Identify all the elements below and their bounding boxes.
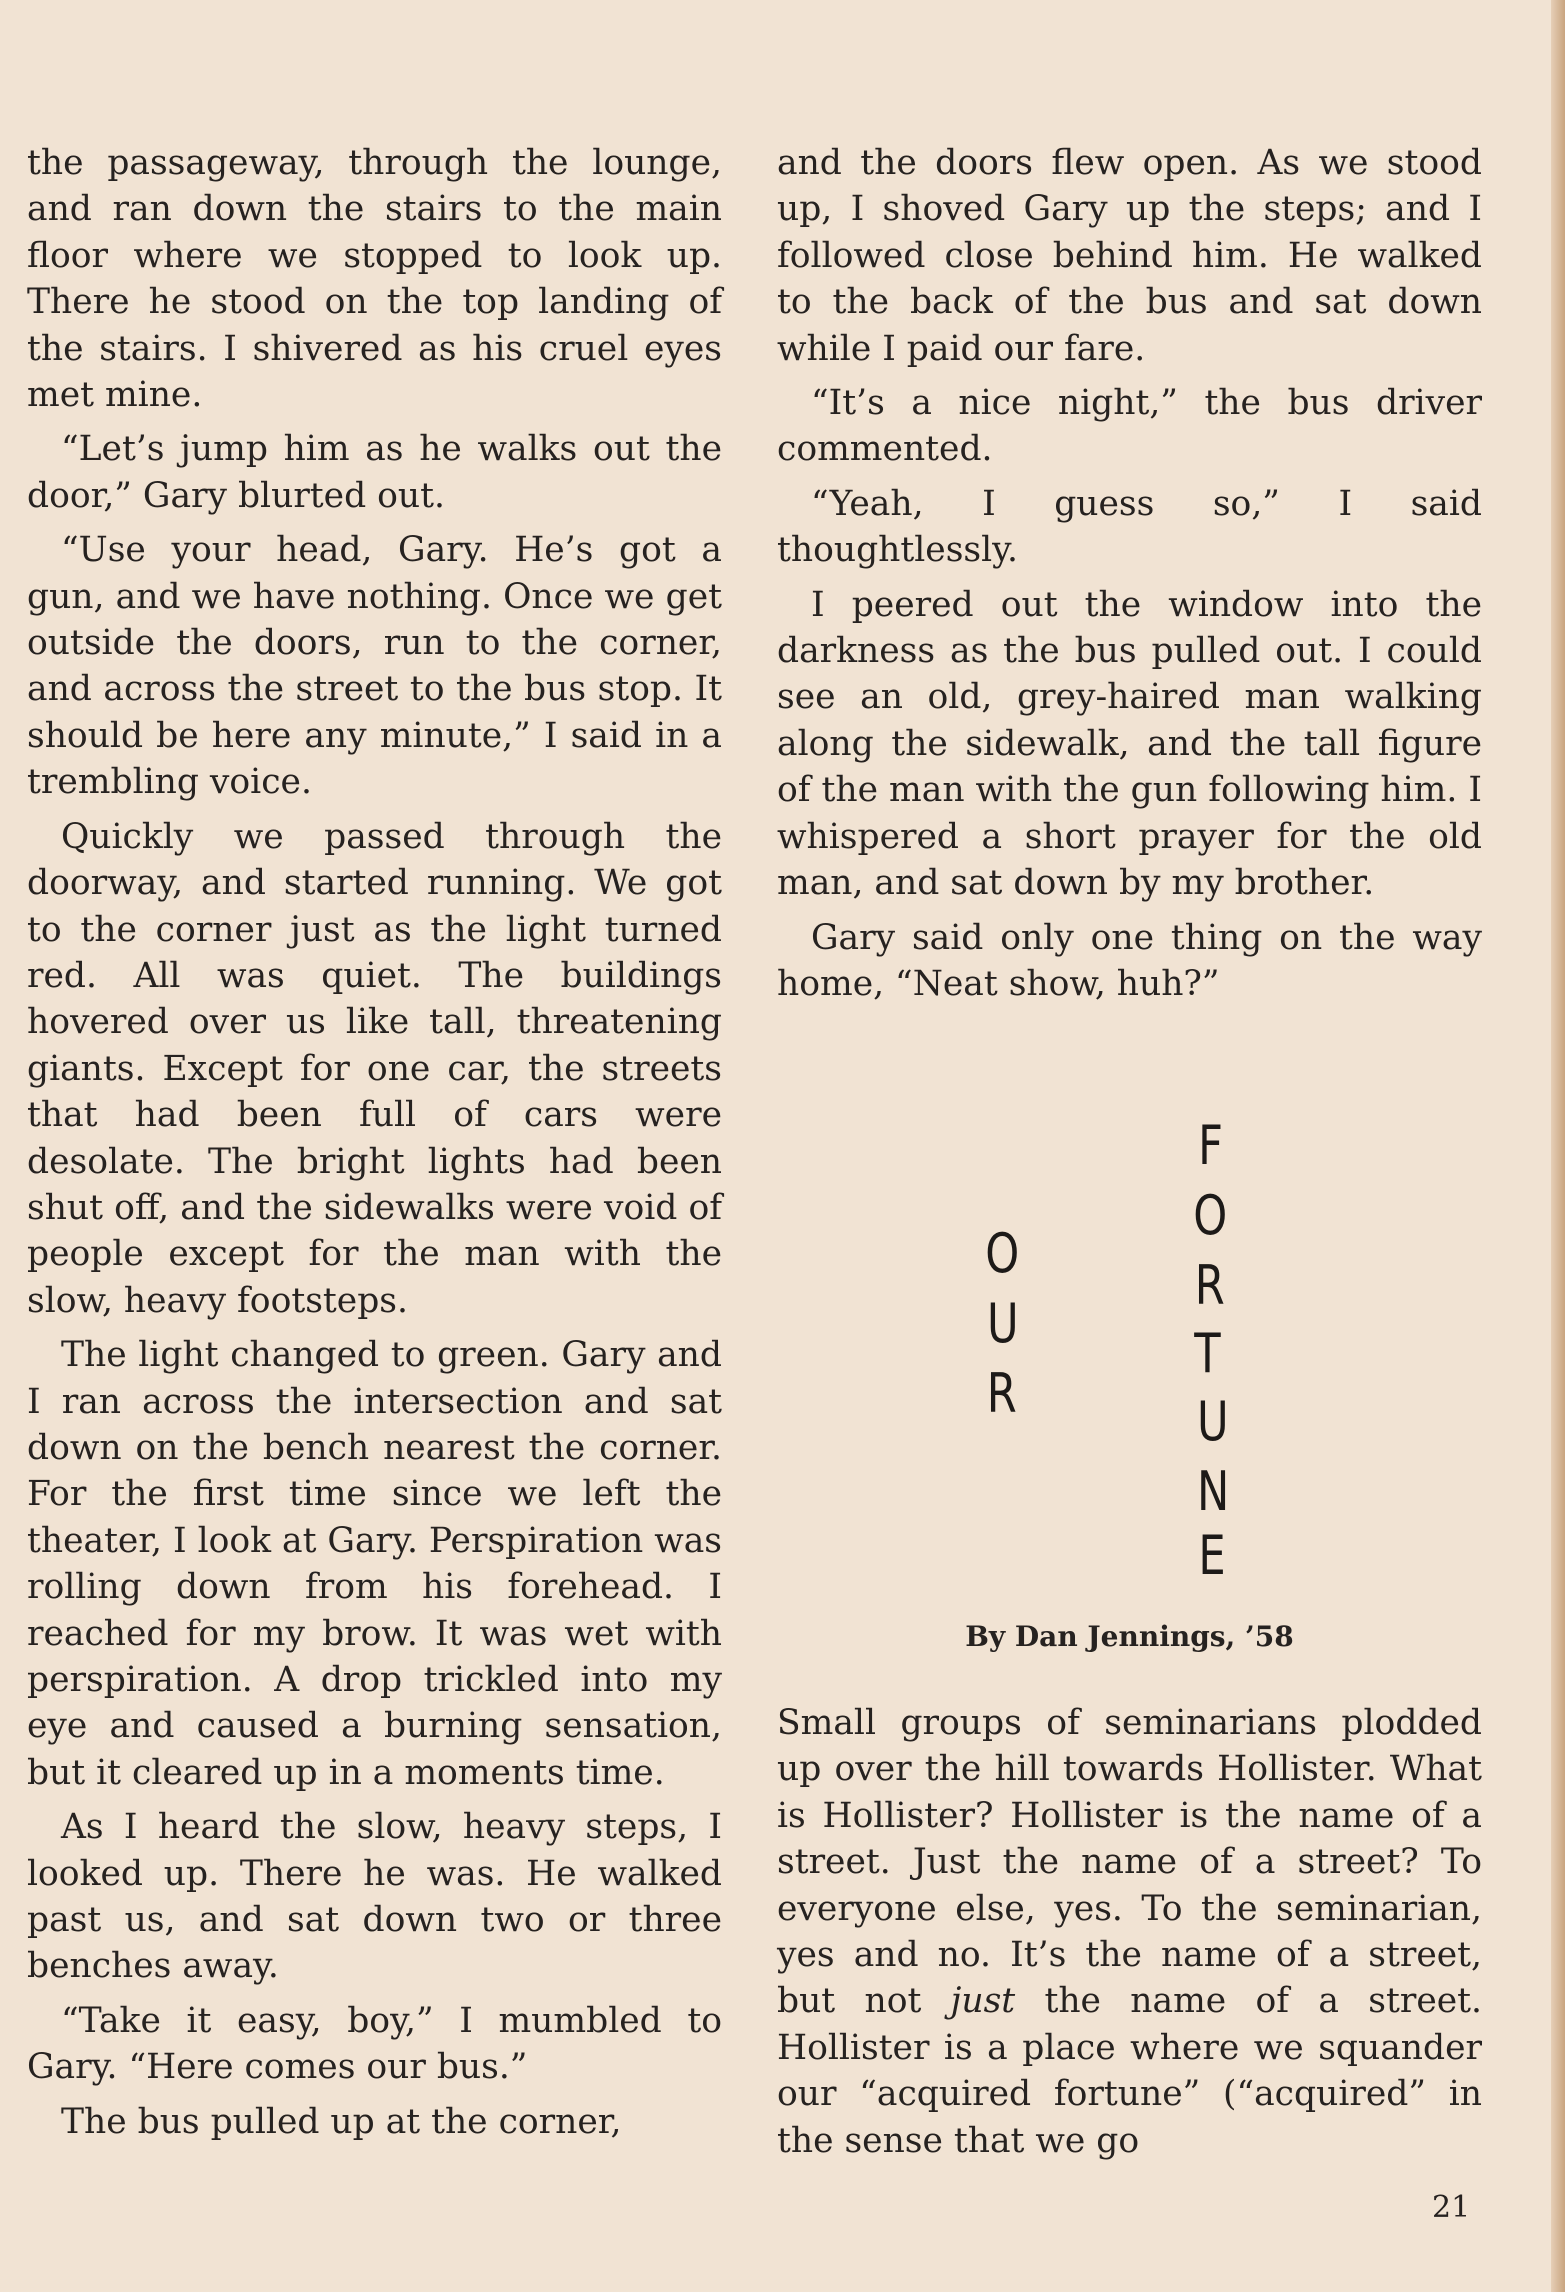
paragraph: “Let’s jump him as he walks out the door,” Gary blurted out. <box>27 429 722 516</box>
title-letter: U <box>1196 1390 1229 1453</box>
title-letter: N <box>1197 1460 1230 1523</box>
paragraph: and the doors flew open. As we stood up, I shoved Gary up the steps; and I followed close behind him. He walked to the back of the bus and sat down while I paid our fare. <box>777 143 1482 369</box>
paragraph: “Take it easy, boy,” I mumbled to Gary. “Here comes our bus.” <box>27 2000 722 2088</box>
paragraph: As I heard the slow, heavy steps, I looked up. There he was. He walked past us, and sat down two or three benches away. <box>27 1807 722 1987</box>
title-letter: O <box>985 1222 1020 1285</box>
byline: By Dan Jennings, ’58 <box>965 1620 1294 1653</box>
paragraph: The bus pulled up at the corner, <box>61 2101 622 2142</box>
paragraph: Quickly we passed through the doorway, and started running. We got to the corner just as the light turned red. All was quiet. The buildings hovered over us like tall, threatening giants. Except for one car, the streets that had been full of cars were desolate. The bright lights had been shut off, and the sidewalks were void of people except for the man with the slow, heavy footsteps. <box>27 816 722 1321</box>
right-column <box>777 140 1482 1015</box>
title-letter: R <box>986 1362 1017 1425</box>
story-emphasis: just <box>950 1981 1016 2022</box>
page-edge <box>1551 0 1565 2292</box>
left-column <box>27 140 722 2153</box>
paragraph <box>777 1700 1482 2164</box>
paragraph: “Use your head, Gary. He’s got a gun, and we have nothing. Once we get outside the doors, run to the corner, and across the street to the bus stop. It should be here any minute,” I said in a trembling voice. <box>27 530 722 803</box>
article-title <box>777 1114 1482 1587</box>
paragraph: I peered out the window into the darkness as the bus pulled out. I could see an old, grey-haired man walking along the sidewalk, and the tall figure of the man with the gun following him. I whispered a short prayer for the old man, and sat down by my brother. <box>777 584 1482 904</box>
title-letter: U <box>986 1292 1019 1355</box>
story-text: Small groups of seminarians plodded up over the hill towards Hollister. What is Hollister? Hollister is the name of a street. Just the name of a street? To everyone else, yes. To the seminarian, yes and no. It’s the name of a street, but not <box>777 1703 1482 2022</box>
title-letter: T <box>1194 1322 1221 1385</box>
story-text: the name of a street. Hollister is a place where we squander our “acquired fortune” (“acquired” in the sense that we go <box>777 1981 1482 2161</box>
title-letter: R <box>1194 1254 1225 1317</box>
title-letter: F <box>1198 1114 1223 1177</box>
paragraph: “Yeah, I guess so,” I said thoughtlessly. <box>777 483 1482 571</box>
story-opening <box>777 1700 1482 2164</box>
paragraph: Gary said only one thing on the way home, “Neat show, huh?” <box>777 917 1482 1004</box>
paragraph: the passageway, through the lounge, and ran down the stairs to the main floor where we stopped to look up. There he stood on the top landing of the stairs. I shivered as his cruel eyes met mine. <box>27 143 722 416</box>
title-letter: O <box>1193 1184 1228 1247</box>
page-number: 21 <box>1432 2190 1471 2225</box>
paragraph: The light changed to green. Gary and I ran across the intersection and sat down on the bench nearest the corner. For the first time since we left the theater, I look at Gary. Perspiration was rolling down from his forehead. I reached for my brow. It was wet with perspiration. A drop trickled into my eye and caused a burning sensation, but it cleared up in a moments time. <box>27 1335 723 1793</box>
title-letter: E <box>1198 1524 1226 1587</box>
paragraph: “It’s a nice night,” the bus driver commented. <box>777 383 1482 470</box>
